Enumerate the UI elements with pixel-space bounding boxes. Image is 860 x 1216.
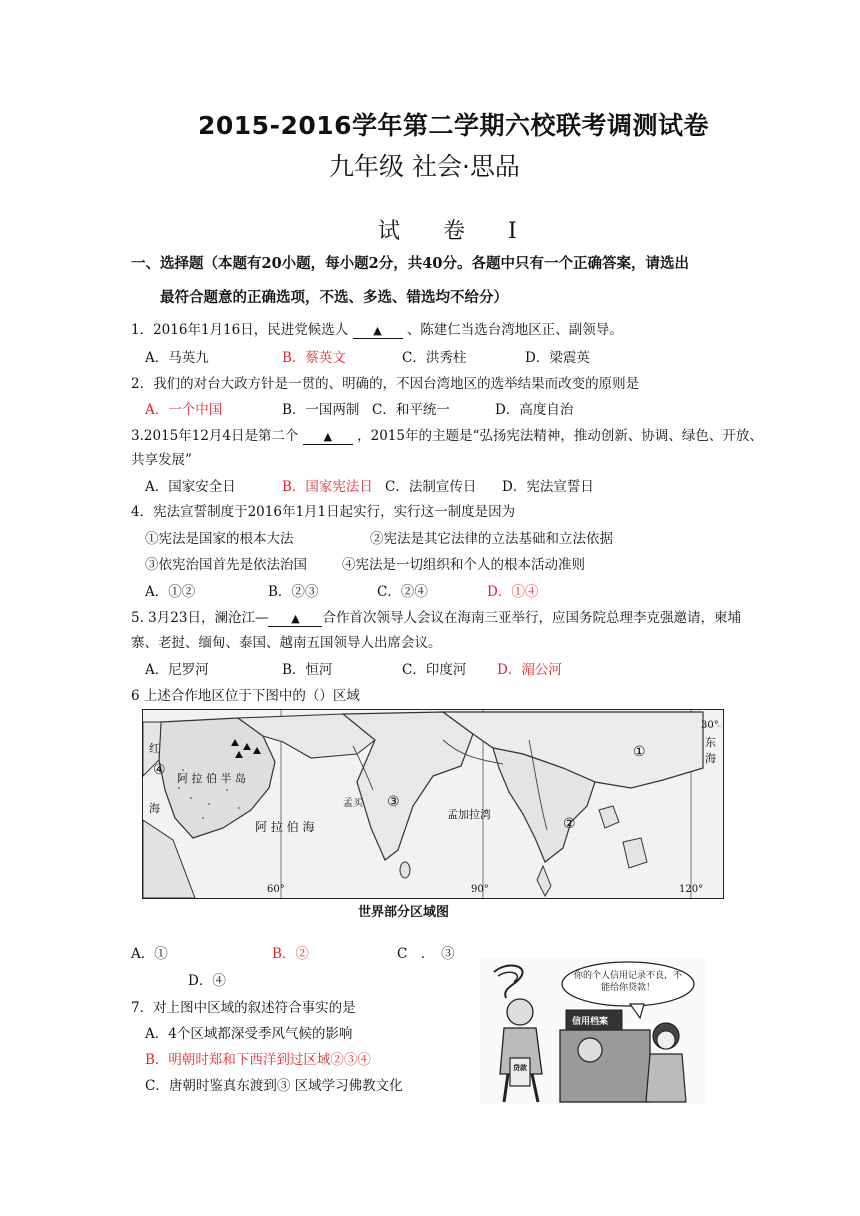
map-label-region-4: ④ — [153, 762, 166, 778]
q3-option-c: C．法制宣传日 — [385, 479, 477, 495]
credit-cartoon — [480, 958, 706, 1104]
question-6-stem: 6 上述合作地区位于下图中的（）区域 — [131, 688, 360, 704]
map-label-lon-90: 90° — [471, 884, 489, 895]
map-label-bay-of-bengal: 孟加拉湾 — [447, 808, 491, 821]
exam-title: 2015-2016学年第二学期六校联考调测试卷 — [198, 111, 710, 140]
answer-blank: ▲ — [303, 428, 353, 445]
q3-option-d: D．宪法宣誓日 — [502, 479, 594, 495]
map-drawing — [143, 710, 723, 898]
q7-option-b: B．明朝时郑和下西洋到过区域②③④ — [145, 1052, 371, 1068]
q4-statement-4: ④宪法是一切组织和个人的根本活动准则 — [342, 557, 585, 573]
map-label-east-sea: 海 — [705, 752, 716, 765]
q6-option-c: C ． ③ — [397, 946, 455, 962]
q7-option-a: A．4个区域都深受季风气候的影响 — [145, 1026, 353, 1042]
section-heading-cont: 最符合题意的正确选项，不选、多选、错选均不给分） — [160, 289, 508, 306]
q5-option-d: D．湄公河 — [497, 662, 562, 678]
question-5-stem-cont: 寨、老挝、缅甸、泰国、越南五国领导人出席会议。 — [131, 635, 442, 651]
q1-option-d: D．梁震英 — [525, 350, 590, 366]
map-label-lon-120: 120° — [679, 884, 704, 895]
q4-option-b: B．②③ — [268, 584, 319, 600]
q6-option-b: B．② — [272, 946, 309, 962]
question-7-stem: 7．对上图中区域的叙述符合事实的是 — [131, 1000, 356, 1016]
q1-stem-b: 、陈建仁当选台湾地区正、副领导。 — [406, 322, 623, 338]
map-label-arabian-sea: 阿 拉 伯 海 — [255, 820, 315, 834]
answer-blank: ▲ — [268, 610, 322, 627]
map-label-left-sea: 海 — [149, 802, 160, 815]
q4-option-d: D．①④ — [487, 584, 539, 600]
q4-option-c: C．②④ — [377, 584, 428, 600]
question-5-stem — [131, 606, 741, 627]
question-4-stem: 4．宪法宣誓制度于2016年1月1日起实行，实行这一制度是因为 — [131, 504, 516, 520]
answer-blank: ▲ — [353, 322, 403, 339]
q5-option-a: A．尼罗河 — [145, 662, 209, 678]
q6-option-d: D．④ — [188, 973, 226, 989]
map-label-region-1: ① — [633, 744, 646, 760]
q2-option-c: C．和平统一 — [372, 402, 450, 418]
q4-statement-3: ③依宪治国首先是依法治国 — [145, 557, 307, 573]
cartoon-sign: 信用档案 — [572, 1017, 609, 1027]
q6-option-a: A．① — [131, 946, 168, 962]
map-label-lat-30: 30° — [701, 720, 719, 731]
q2-option-b: B．一国两制 — [282, 402, 360, 418]
map-label-region-3: ③ — [387, 794, 400, 810]
map-label-lon-60: 60° — [267, 884, 285, 895]
q2-option-a: A．一个中国 — [145, 402, 223, 418]
q1-option-c: C．洪秀柱 — [402, 350, 467, 366]
q4-statement-1: ①宪法是国家的根本大法 — [145, 531, 294, 547]
q3-option-a: A．国家安全日 — [145, 479, 236, 495]
map-label-region-2: ② — [563, 816, 576, 832]
q4-statement-2: ②宪法是其它法律的立法基础和立法依据 — [370, 531, 613, 547]
q2-option-d: D．高度自治 — [495, 402, 574, 418]
question-1-stem — [131, 318, 623, 339]
paper-title: 试 卷 I — [378, 219, 535, 244]
q7-option-c: C．唐朝时鉴真东渡到③ 区域学习佛教文化 — [145, 1078, 403, 1094]
question-3-stem-cont: 共享发展” — [131, 452, 192, 468]
exam-subtitle: 九年级 社会·思品 — [329, 152, 520, 181]
q5-stem-b: 合作首次领导人会议在海南三亚举行，应国务院总理李克强邀请，柬埔 — [322, 610, 741, 626]
map-label-red-sea: 红 — [149, 742, 160, 755]
q3-stem-a: 3.2015年12月4日是第二个 — [131, 428, 299, 444]
question-3-stem — [131, 424, 763, 445]
map-label-arabian-peninsula: 阿 拉 伯 半 岛 — [177, 772, 246, 785]
cartoon-speech-bubble: 你的个人信用记录不良，不能给你贷款！ — [573, 971, 682, 993]
q1-option-b: B．蔡英文 — [282, 350, 346, 366]
section-heading: 一、选择题（本题有20小题，每小题2分，共40分。各题中只有一个正确答案，请选出 — [131, 255, 689, 272]
q3-stem-b: ，2015年的主题是“弘扬宪法精神，推动创新、协调、绿色、开放、 — [357, 428, 763, 444]
q5-option-b: B．恒河 — [282, 662, 333, 678]
map-caption: 世界部分区域图 — [358, 905, 450, 920]
world-region-map — [142, 709, 724, 899]
q1-option-a: A．马英九 — [145, 350, 209, 366]
q3-option-b: B．国家宪法日 — [282, 479, 373, 495]
map-label-east: 东 — [705, 736, 716, 749]
q5-option-c: C．印度河 — [402, 662, 467, 678]
cartoon-bag-label: 贷款 — [513, 1063, 527, 1072]
question-2-stem: 2．我们的对台大政方针是一贯的、明确的，不因台湾地区的选举结果而改变的原则是 — [131, 376, 640, 392]
q5-stem-a: 5. 3月23日，澜沧江— — [131, 610, 269, 626]
map-label-mumbai: 孟买 — [343, 798, 363, 809]
q4-option-a: A．①② — [145, 584, 196, 600]
q1-stem-a: 1．2016年1月16日，民进党候选人 — [131, 322, 349, 338]
